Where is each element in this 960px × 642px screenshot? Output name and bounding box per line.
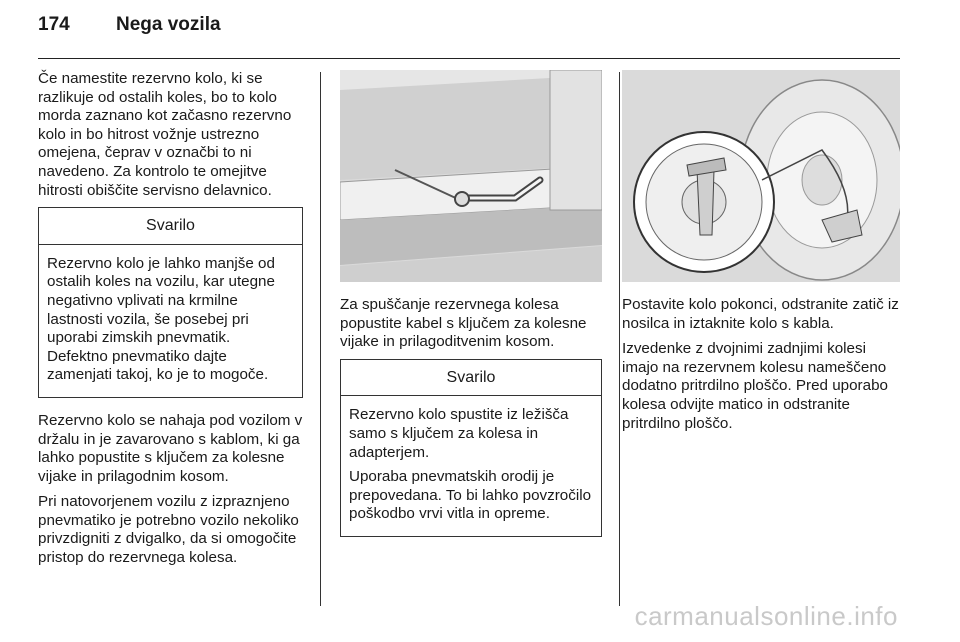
warning-box-1 xyxy=(38,207,303,398)
loaded-vehicle-paragraph: Pri natovorjenem vozilu z izpraznjeno pnevmatiko je potrebno vozilo nekoliko privzdigniti z dvigalko, da si omogočite pristop do rezervnega kolesa. xyxy=(38,493,299,567)
warning-text-1: Rezervno kolo spustite iz ležišča samo s ključem za kolesa in adapterjem. xyxy=(349,406,569,461)
warning-box-2 xyxy=(340,359,602,537)
watermark: carmanualsonline.info xyxy=(634,601,898,631)
column-3 xyxy=(622,70,902,440)
lowering-paragraph: Za spuščanje rezervnega kolesa popustite kabel s ključem za kolesne vijake in prilagoditvenim kosom. xyxy=(340,296,587,351)
page-title: Nega vozila xyxy=(116,14,221,35)
column-1 xyxy=(38,70,303,575)
upright-paragraph: Postavite kolo pokonci, odstranite zatič iz nosilca in iztaknite kolo s kabla. xyxy=(622,296,899,332)
page-header xyxy=(38,14,221,36)
warning-text: Rezervno kolo je lahko manjše od ostalih koles na vozilu, kar utegne negativno vplivati na krmilne lastnosti vozila, še posebej pri uporabi zimskih pnevmatik. Defektno pnevmatiko dajte zamenjati takoj, ko je to mogoče. xyxy=(47,254,275,384)
column-2 xyxy=(340,70,602,551)
intro-paragraph: Če namestite rezervno kolo, ki se razlikuje od ostalih koles, bo to kolo morda zaznano kot začasno rezervno kolo in bo hitrost vožnje ustrezno omejena, čeprav v označbi to ni navedeno. Za kontrolo te omejitve hitrosti obiščite servisno delavnico. xyxy=(38,70,292,199)
wheel-illustration xyxy=(622,70,900,282)
page-number: 174 xyxy=(38,14,70,35)
figure-wrench-under-bumper xyxy=(340,70,602,282)
dual-wheels-paragraph: Izvedenke z dvojnimi zadnjimi kolesi imajo na rezervnem kolesu nameščeno dodatno pritrdilno ploščo. Pred uporabo kolesa odvijte matico in odstranite pritrdilno ploščo. xyxy=(622,340,888,432)
figure-spare-wheel xyxy=(622,70,900,282)
wrench-illustration xyxy=(340,70,602,282)
warning-text-2: Uporaba pnevmatskih orodij je prepovedana. To bi lahko povzročilo poškodbo vrvi vitla in opreme. xyxy=(349,468,592,523)
header-rule xyxy=(38,58,900,59)
column-divider-2 xyxy=(619,72,620,606)
column-divider-1 xyxy=(320,72,321,606)
warning-title: Svarilo xyxy=(341,360,601,397)
spare-location-paragraph: Rezervno kolo se nahaja pod vozilom v držalu in je zavarovano s kablom, ki ga lahko popustite s ključem za kolesne vijake in prilagodnim kosom. xyxy=(38,411,303,485)
warning-title: Svarilo xyxy=(39,208,302,245)
